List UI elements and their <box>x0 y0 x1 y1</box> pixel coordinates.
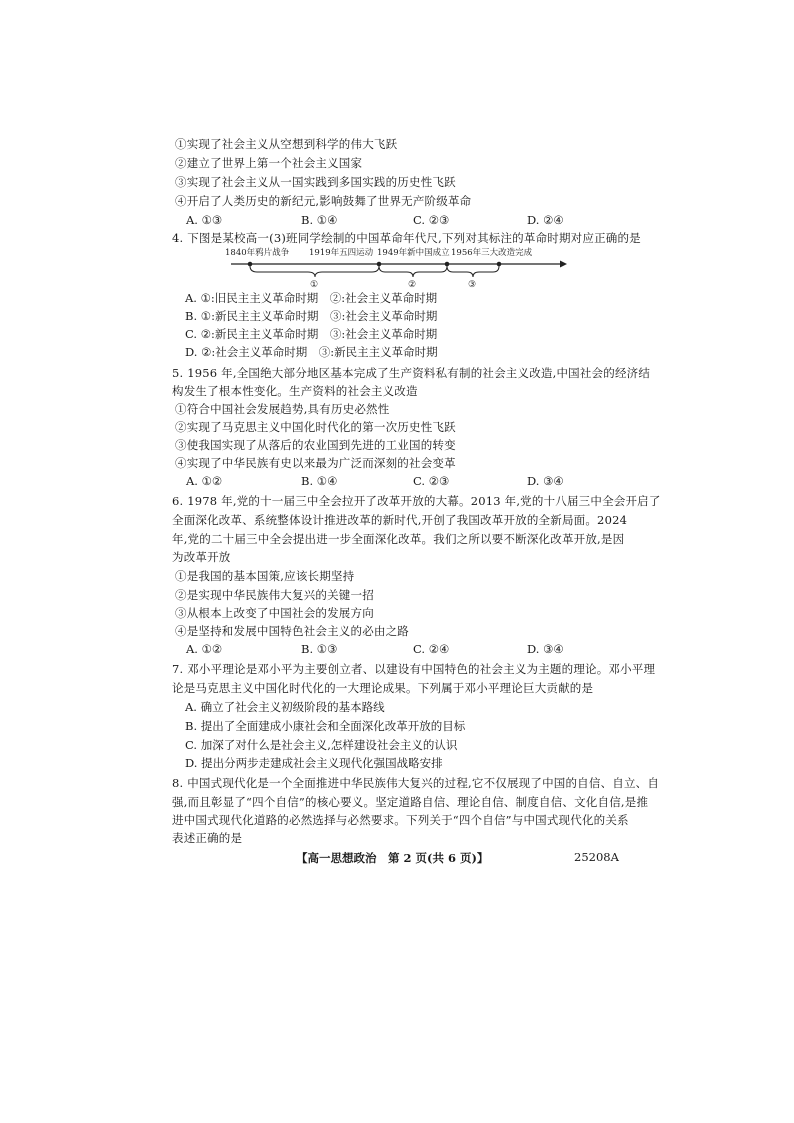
timeline-event-1956: 1956年三大改造完成 <box>451 248 533 258</box>
q3-option-d: D. ②④ <box>527 213 564 227</box>
q8-stem-line-2: 强,而且彰显了“四个自信”的核心要义。坚定道路自信、理论自信、制度自信、文化自信,是推 <box>172 795 649 809</box>
timeline-brace-1 <box>250 266 379 277</box>
q4-option-c: C. ②:新民主主义革命时期 ③:社会主义革命时期 <box>185 327 438 341</box>
timeline-brace-2 <box>379 266 447 277</box>
q3-option-c: C. ②③ <box>413 213 450 227</box>
timeline-event-1949: 1949年新中国成立 <box>377 248 450 258</box>
q4-option-b: B. ①:新民主主义革命时期 ③:社会主义革命时期 <box>185 309 438 323</box>
exam-code: 25208A <box>574 850 619 864</box>
q5-option-a: A. ①② <box>186 474 223 488</box>
timeline-brace-label-2: ② <box>408 280 417 290</box>
q7-stem-line-2: 论是马克思主义中国化时代化的一大理论成果。下列属于邓小平理论巨大贡献的是 <box>172 681 594 695</box>
q6-stem-line-1: 6. 1978 年,党的十一届三中全会拉开了改革开放的大幕。2013 年,党的十八届三中全会开启了 <box>172 494 661 508</box>
timeline-event-1840: 1840年鸦片战争 <box>225 248 290 258</box>
timeline-brace-3 <box>447 266 499 277</box>
page-footer: 【高一思想政治 第 2 页(共 6 页)】 <box>296 851 489 865</box>
q3-statement-1: ①实现了社会主义从空想到科学的伟大飞跃 <box>175 137 398 151</box>
q5-stem-line-2: 构发生了根本性变化。生产资料的社会主义改造 <box>172 384 418 398</box>
q5-statement-3: ③使我国实现了从落后的农业国到先进的工业国的转变 <box>175 438 456 452</box>
q6-statement-4: ④是坚持和发展中国特色社会主义的必由之路 <box>175 624 409 638</box>
timeline-dot-1919 <box>377 262 382 267</box>
q6-option-a: A. ①② <box>186 642 223 656</box>
q5-statement-2: ②实现了马克思主义中国化时代化的第一次历史性飞跃 <box>175 420 456 434</box>
q7-option-b: B. 提出了全面建成小康社会和全面深化改革开放的目标 <box>185 719 466 733</box>
timeline-dot-1956 <box>497 262 502 267</box>
q5-option-d: D. ③④ <box>527 474 564 488</box>
q6-statement-2: ②是实现中华民族伟大复兴的关键一招 <box>175 588 374 602</box>
q7-option-c: C. 加深了对什么是社会主义,怎样建设社会主义的认识 <box>185 738 458 752</box>
q6-option-c: C. ②④ <box>413 642 450 656</box>
q6-statement-3: ③从根本上改变了中国社会的发展方向 <box>175 606 374 620</box>
q6-stem-line-2: 全面深化改革、系统整体设计推进改革的新时代,开创了我国改革开放的全新局面。2024 <box>172 513 628 527</box>
q5-option-b: B. ①④ <box>301 474 338 488</box>
timeline-brace-label-3: ③ <box>468 280 477 290</box>
q3-statement-4: ④开启了人类历史的新纪元,影响鼓舞了世界无产阶级革命 <box>175 194 472 208</box>
q5-statement-1: ①符合中国社会发展趋势,具有历史必然性 <box>175 402 390 416</box>
timeline-dot-1949 <box>445 262 450 267</box>
timeline-arrow-icon <box>560 261 567 268</box>
q4-option-d: D. ②:社会主义革命时期 ③:新民主主义革命时期 <box>185 345 438 359</box>
q3-statement-2: ②建立了世界上第一个社会主义国家 <box>175 156 363 170</box>
q6-option-b: B. ①③ <box>301 642 338 656</box>
q4-option-a: A. ①:旧民主主义革命时期 ②:社会主义革命时期 <box>185 291 438 305</box>
q5-statement-4: ④实现了中华民族有史以来最为广泛而深刻的社会变革 <box>175 456 456 470</box>
q3-statement-3: ③实现了社会主义从一国实践到多国实践的历史性飞跃 <box>175 175 456 189</box>
revolution-timeline <box>215 244 575 290</box>
q8-stem-line-4: 表述正确的是 <box>172 831 243 845</box>
q7-option-d: D. 提出分两步走建成社会主义现代化强国战略安排 <box>185 756 443 770</box>
q6-option-d: D. ③④ <box>527 642 564 656</box>
q5-stem-line-1: 5. 1956 年,全国绝大部分地区基本完成了生产资料私有制的社会主义改造,中国社会的经济结 <box>172 366 651 380</box>
q6-stem-line-3: 年,党的二十届三中全会提出进一步全面深化改革。我们之所以要不断深化改革开放,是因 <box>172 532 625 546</box>
q5-option-c: C. ②③ <box>413 474 450 488</box>
q6-stem-line-4: 为改革开放 <box>172 550 231 564</box>
q8-stem-line-3: 进中国式现代化道路的必然选择与必然要求。下列关于“四个自信”与中国式现代化的关系 <box>172 813 629 827</box>
q7-option-a: A. 确立了社会主义初级阶段的基本路线 <box>185 700 385 714</box>
q4-stem: 4. 下图是某校高一(3)班同学绘制的中国革命年代尺,下列对其标注的革命时期对应正确的是 <box>172 231 641 245</box>
q3-option-b: B. ①④ <box>301 213 338 227</box>
q8-stem-line-1: 8. 中国式现代化是一个全面推进中华民族伟大复兴的过程,它不仅展现了中国的自信、自立、自 <box>172 776 660 790</box>
timeline-event-1919: 1919年五四运动 <box>309 248 374 258</box>
q6-statement-1: ①是我国的基本国策,应该长期坚持 <box>175 569 355 583</box>
q7-stem-line-1: 7. 邓小平理论是邓小平为主要创立者、以建设有中国特色的社会主义为主题的理论。邓小平理 <box>172 662 656 676</box>
timeline-brace-label-1: ① <box>310 280 319 290</box>
q3-option-a: A. ①③ <box>186 213 223 227</box>
timeline-dot-1840 <box>248 262 253 267</box>
